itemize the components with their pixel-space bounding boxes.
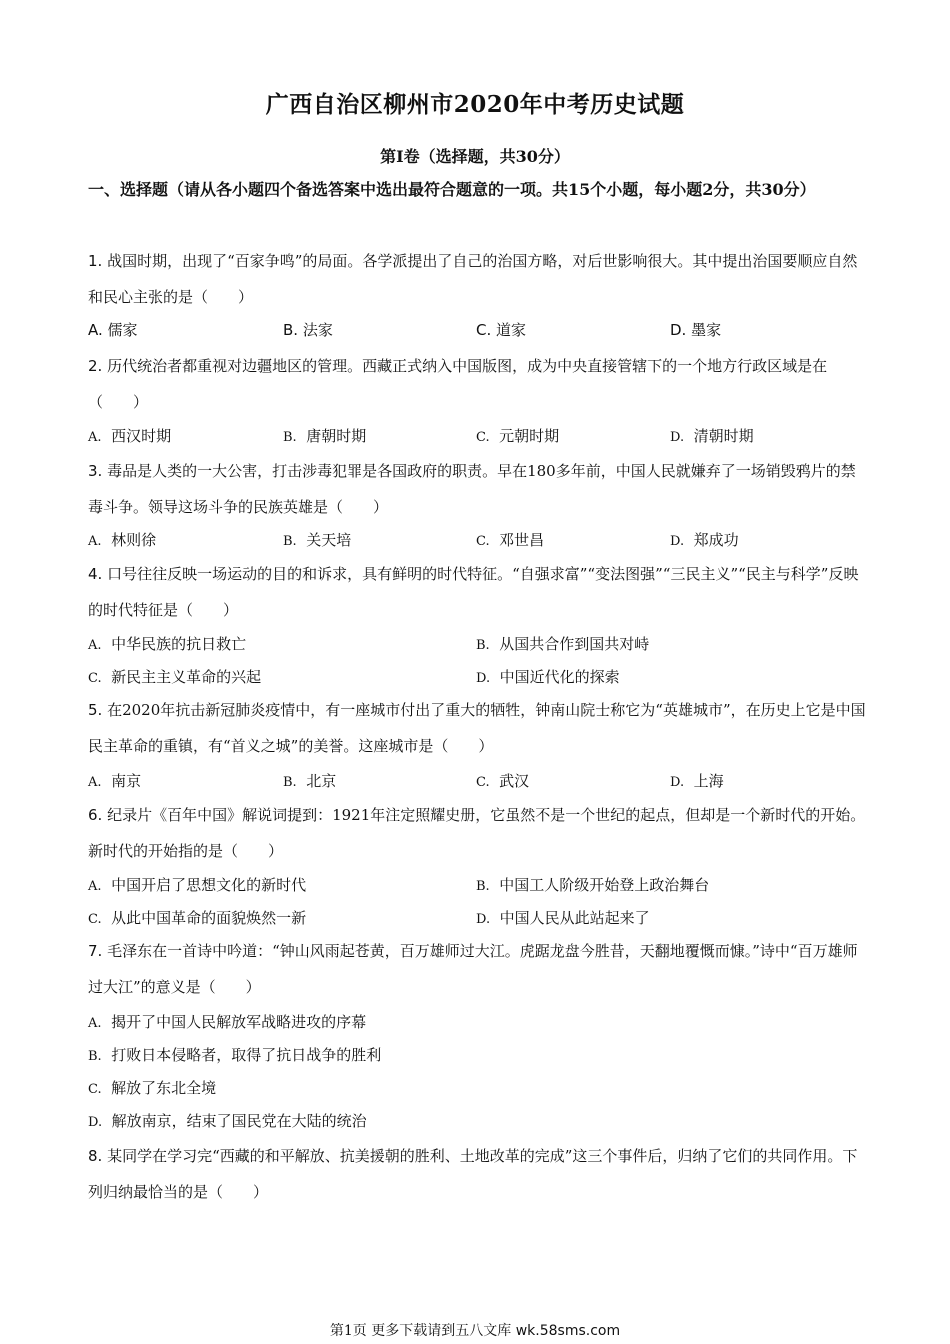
question-4-options-row-2 [88,666,868,690]
option-b: B. 打败日本侵略者，取得了抗日战争的胜利 [88,1046,382,1064]
option-a: A. 揭开了中国人民解放军战略进攻的序幕 [88,1013,367,1031]
question-text: 毒品是人类的一大公害，打击涉毒犯罪是各国政府的职责。早在180多年前，中国人民就嫌弃了一场销毁鸦片的禁毒斗争。领导这场斗争的民族英雄是（ ） [88,462,856,516]
option-a: A. 林则徐 [88,531,157,549]
option-d: D. 解放南京，结束了国民党在大陆的统治 [88,1112,367,1130]
option-c: C. 从此中国革命的面貌焕然一新 [88,909,307,927]
question-text: 口号往往反映一场运动的目的和诉求，具有鲜明的时代特征。“自强求富”“变法图强”“三民主义”“民主与科学”反映的时代特征是（ ） [88,565,859,619]
page-footer [0,1320,950,1340]
question-text: 战国时期，出现了“百家争鸣”的局面。各学派提出了自己的治国方略，对后世影响很大。其中提出治国要顺应自然和民心主张的是（ ） [88,252,858,306]
option-b: B. 从国共合作到国共对峙 [476,635,650,653]
option-d: D. 中国近代化的探索 [476,668,620,686]
question-number: 4. [88,565,103,583]
option-a: A. 南京 [88,772,142,790]
question-3 [88,453,866,525]
section-subtitle: 第Ⅰ卷（选择题，共30分） [380,147,570,166]
question-2 [88,348,866,420]
option-d: D. 上海 [670,772,724,790]
question-number: 1. [88,252,103,270]
question-7-option-b-row [88,1044,868,1068]
question-6 [88,797,866,869]
option-b: B. 中国工人阶级开始登上政治舞台 [476,876,710,894]
question-text: 某同学在学习完“西藏的和平解放、抗美援朝的胜利、土地改革的完成”这三个事件后，归纳了它们的共同作用。下列归纳最恰当的是（ ） [88,1147,858,1201]
question-2-options [88,425,868,449]
question-text: 纪录片《百年中国》解说词提到：1921年注定照耀史册，它虽然不是一个世纪的起点，但却是一个新时代的开始。新时代的开始指的是（ ） [88,806,866,860]
section-heading: 一、选择题（请从各小题四个备选答案中选出最符合题意的一项。共15个小题，每小题2分，共30分） [88,180,816,199]
page-title: 广西自治区柳州市2020年中考历史试题 [265,91,685,118]
option-a: A. 中华民族的抗日救亡 [88,635,247,653]
option-c: C. 解放了东北全境 [88,1079,217,1097]
option-a: A. 西汉时期 [88,427,172,445]
option-b: B. 关天培 [283,531,352,549]
option-d: D. 郑成功 [670,531,739,549]
question-1 [88,243,866,315]
question-number: 5. [88,701,103,719]
question-number: 6. [88,806,103,824]
question-6-options-row-1 [88,874,868,898]
option-d: D. 墨家 [670,321,722,339]
question-7-option-d-row [88,1110,868,1134]
option-a: A. 中国开启了思想文化的新时代 [88,876,307,894]
option-d: D. 中国人民从此站起来了 [476,909,650,927]
question-5 [88,692,866,764]
question-number: 7. [88,942,103,960]
option-a: A. 儒家 [88,321,138,339]
option-c: C. 元朝时期 [476,427,560,445]
question-7 [88,933,866,1005]
question-5-options [88,770,868,794]
option-c: C. 新民主主义革命的兴起 [88,668,262,686]
question-7-option-a-row [88,1011,868,1035]
question-text: 毛泽东在一首诗中吟道：“钟山风雨起苍黄，百万雄师过大江。虎踞龙盘今胜昔，天翻地覆慨而慷。”诗中“百万雄师过大江”的意义是（ ） [88,942,858,996]
question-number: 3. [88,462,103,480]
option-c: C. 道家 [476,321,527,339]
option-b: B. 北京 [283,772,337,790]
question-4-options-row-1 [88,633,868,657]
footer-url: wk.58sms.com [515,1323,621,1339]
option-b: B. 法家 [283,321,333,339]
question-6-options-row-2 [88,907,868,931]
question-text: 在2020年抗击新冠肺炎疫情中，有一座城市付出了重大的牺牲，钟南山院士称它为“英雄城市”，在历史上它是中国民主革命的重镇，有“首义之城”的美誉。这座城市是（ ） [88,701,866,755]
option-b: B. 唐朝时期 [283,427,367,445]
footer-page-text: 第1页 更多下载请到五八文库 [329,1323,512,1339]
question-1-options [88,319,868,343]
question-8 [88,1138,866,1210]
question-number: 2. [88,357,103,375]
option-c: C. 武汉 [476,772,530,790]
question-number: 8. [88,1147,103,1165]
question-4 [88,556,866,628]
option-d: D. 清朝时期 [670,427,754,445]
question-3-options [88,529,868,553]
question-7-option-c-row [88,1077,868,1101]
option-c: C. 邓世昌 [476,531,545,549]
question-text: 历代统治者都重视对边疆地区的管理。西藏正式纳入中国版图，成为中央直接管辖下的一个地方行政区域是在（ ） [88,357,828,411]
